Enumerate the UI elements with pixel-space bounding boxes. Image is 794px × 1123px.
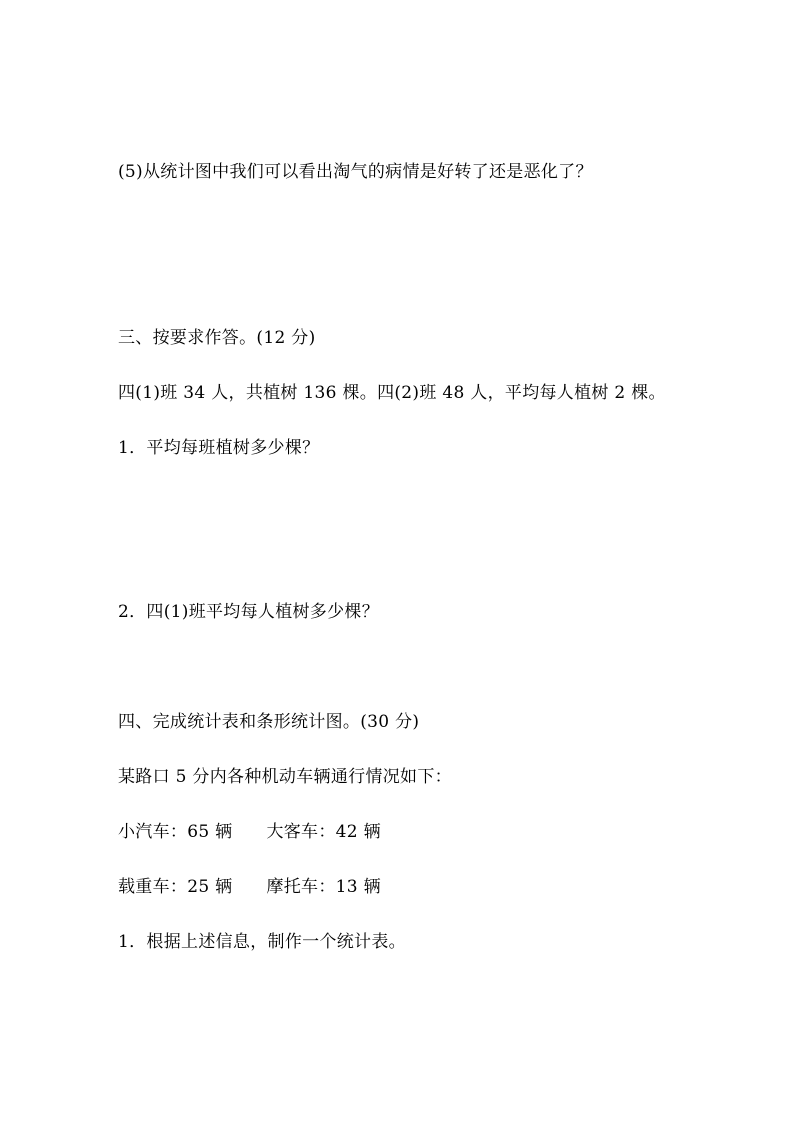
section-4-heading: 四、完成统计表和条形统计图。(30 分) [118, 712, 420, 732]
section-3-intro: 四(1)班 34 人，共植树 136 棵。四(2)班 48 人，平均每人植树 2 棵。 [118, 383, 666, 403]
vehicle-motorcycle: 摩托车：13 辆 [266, 877, 381, 897]
section-4-question-1: 1．根据上述信息，制作一个统计表。 [118, 932, 406, 952]
section-4-intro: 某路口 5 分内各种机动车辆通行情况如下： [118, 767, 452, 787]
section-3-question-1: 1．平均每班植树多少棵？ [118, 438, 320, 458]
vehicle-truck: 载重车：25 辆 [118, 877, 233, 897]
question-5: (5)从统计图中我们可以看出淘气的病情是好转了还是恶化了？ [118, 162, 593, 182]
vehicle-row-1 [118, 821, 381, 843]
vehicle-bus: 大客车：42 辆 [266, 822, 381, 842]
section-3-question-2: 2．四(1)班平均每人植树多少棵？ [118, 602, 379, 622]
section-3-heading: 三、按要求作答。(12 分) [118, 328, 316, 348]
vehicle-car: 小汽车：65 辆 [118, 822, 233, 842]
vehicle-row-2 [118, 876, 381, 898]
